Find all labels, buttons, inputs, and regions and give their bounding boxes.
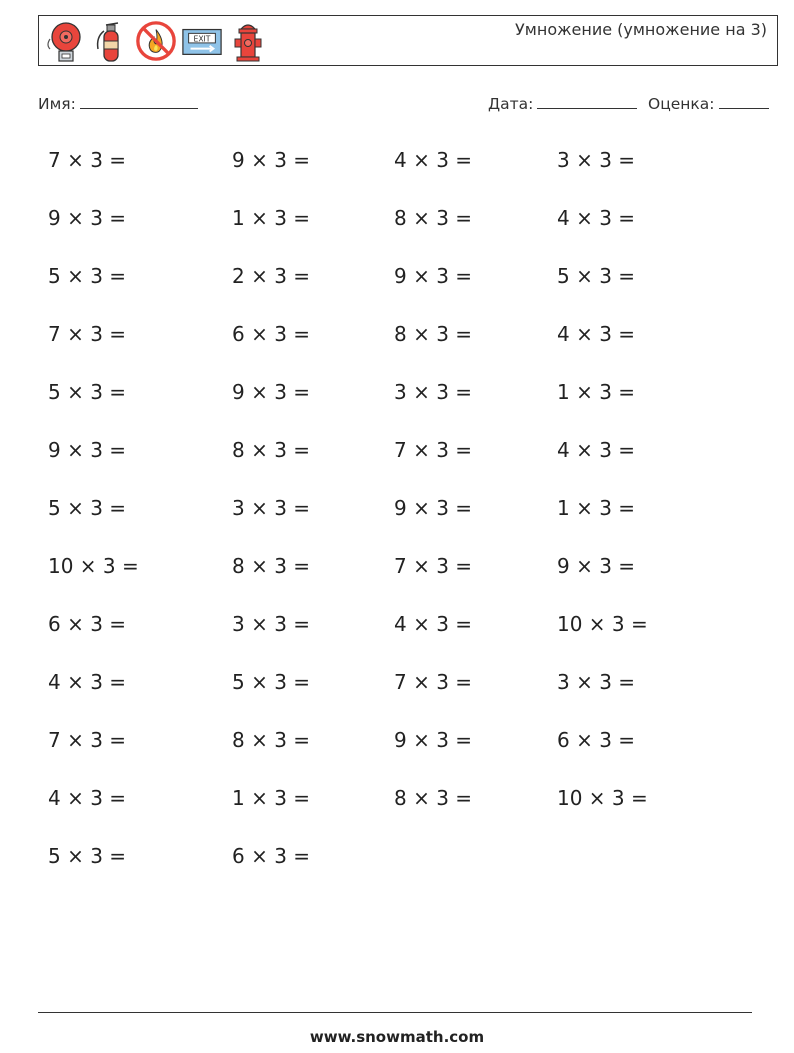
problem-r2-c4: 4 × 3 = [557, 206, 636, 230]
problem-r13-c1: 5 × 3 = [48, 844, 127, 868]
problem-r12-c1: 4 × 3 = [48, 786, 127, 810]
worksheet-title: Умножение (умножение на 3) [515, 20, 767, 39]
grade-label: Оценка: [648, 95, 715, 113]
problem-r9-c3: 4 × 3 = [394, 612, 473, 636]
problem-r11-c1: 7 × 3 = [48, 728, 127, 752]
footer-divider [38, 1012, 752, 1013]
no-fire-icon [135, 19, 177, 63]
problem-r8-c4: 9 × 3 = [557, 554, 636, 578]
name-blank[interactable] [80, 94, 198, 109]
problem-r10-c3: 7 × 3 = [394, 670, 473, 694]
problem-r9-c1: 6 × 3 = [48, 612, 127, 636]
problem-r1-c2: 9 × 3 = [232, 148, 311, 172]
problem-r9-c4: 10 × 3 = [557, 612, 648, 636]
problem-r1-c3: 4 × 3 = [394, 148, 473, 172]
svg-text:EXIT: EXIT [193, 34, 211, 44]
date-field[interactable] [488, 94, 637, 113]
problem-r2-c3: 8 × 3 = [394, 206, 473, 230]
grade-field[interactable] [648, 94, 769, 113]
problem-r7-c1: 5 × 3 = [48, 496, 127, 520]
problem-r8-c3: 7 × 3 = [394, 554, 473, 578]
problem-r12-c3: 8 × 3 = [394, 786, 473, 810]
problem-r11-c4: 6 × 3 = [557, 728, 636, 752]
problem-r1-c1: 7 × 3 = [48, 148, 127, 172]
fire-extinguisher-icon [89, 19, 131, 63]
problem-r5-c2: 9 × 3 = [232, 380, 311, 404]
problem-r9-c2: 3 × 3 = [232, 612, 311, 636]
problem-r2-c1: 9 × 3 = [48, 206, 127, 230]
problem-r12-c4: 10 × 3 = [557, 786, 648, 810]
problem-r3-c3: 9 × 3 = [394, 264, 473, 288]
problem-r3-c2: 2 × 3 = [232, 264, 311, 288]
icon-strip [43, 18, 269, 64]
problem-r11-c2: 8 × 3 = [232, 728, 311, 752]
problem-r4-c4: 4 × 3 = [557, 322, 636, 346]
date-label: Дата: [488, 95, 534, 113]
problem-r3-c1: 5 × 3 = [48, 264, 127, 288]
problem-r7-c4: 1 × 3 = [557, 496, 636, 520]
problem-r4-c1: 7 × 3 = [48, 322, 127, 346]
footer-url: www.snowmath.com [309, 1028, 485, 1046]
alarm-bell-icon [43, 19, 85, 63]
problem-r12-c2: 1 × 3 = [232, 786, 311, 810]
problem-r5-c3: 3 × 3 = [394, 380, 473, 404]
problem-r6-c3: 7 × 3 = [394, 438, 473, 462]
problem-r5-c1: 5 × 3 = [48, 380, 127, 404]
problem-r10-c4: 3 × 3 = [557, 670, 636, 694]
name-label: Имя: [38, 95, 76, 113]
date-blank[interactable] [537, 94, 637, 109]
problem-r7-c2: 3 × 3 = [232, 496, 311, 520]
problem-r7-c3: 9 × 3 = [394, 496, 473, 520]
problem-r6-c1: 9 × 3 = [48, 438, 127, 462]
problem-r6-c4: 4 × 3 = [557, 438, 636, 462]
fire-hydrant-icon [227, 19, 269, 63]
problem-r10-c1: 4 × 3 = [48, 670, 127, 694]
problem-r1-c4: 3 × 3 = [557, 148, 636, 172]
problem-r4-c2: 6 × 3 = [232, 322, 311, 346]
problem-r8-c1: 10 × 3 = [48, 554, 139, 578]
problem-r8-c2: 8 × 3 = [232, 554, 311, 578]
problem-r4-c3: 8 × 3 = [394, 322, 473, 346]
grade-blank[interactable] [719, 94, 769, 109]
problem-r11-c3: 9 × 3 = [394, 728, 473, 752]
problem-r6-c2: 8 × 3 = [232, 438, 311, 462]
header-box [38, 15, 778, 66]
problem-r10-c2: 5 × 3 = [232, 670, 311, 694]
exit-sign-icon [181, 19, 223, 63]
problem-r3-c4: 5 × 3 = [557, 264, 636, 288]
name-field[interactable] [38, 94, 198, 113]
problem-r2-c2: 1 × 3 = [232, 206, 311, 230]
problem-r13-c2: 6 × 3 = [232, 844, 311, 868]
problem-r5-c4: 1 × 3 = [557, 380, 636, 404]
